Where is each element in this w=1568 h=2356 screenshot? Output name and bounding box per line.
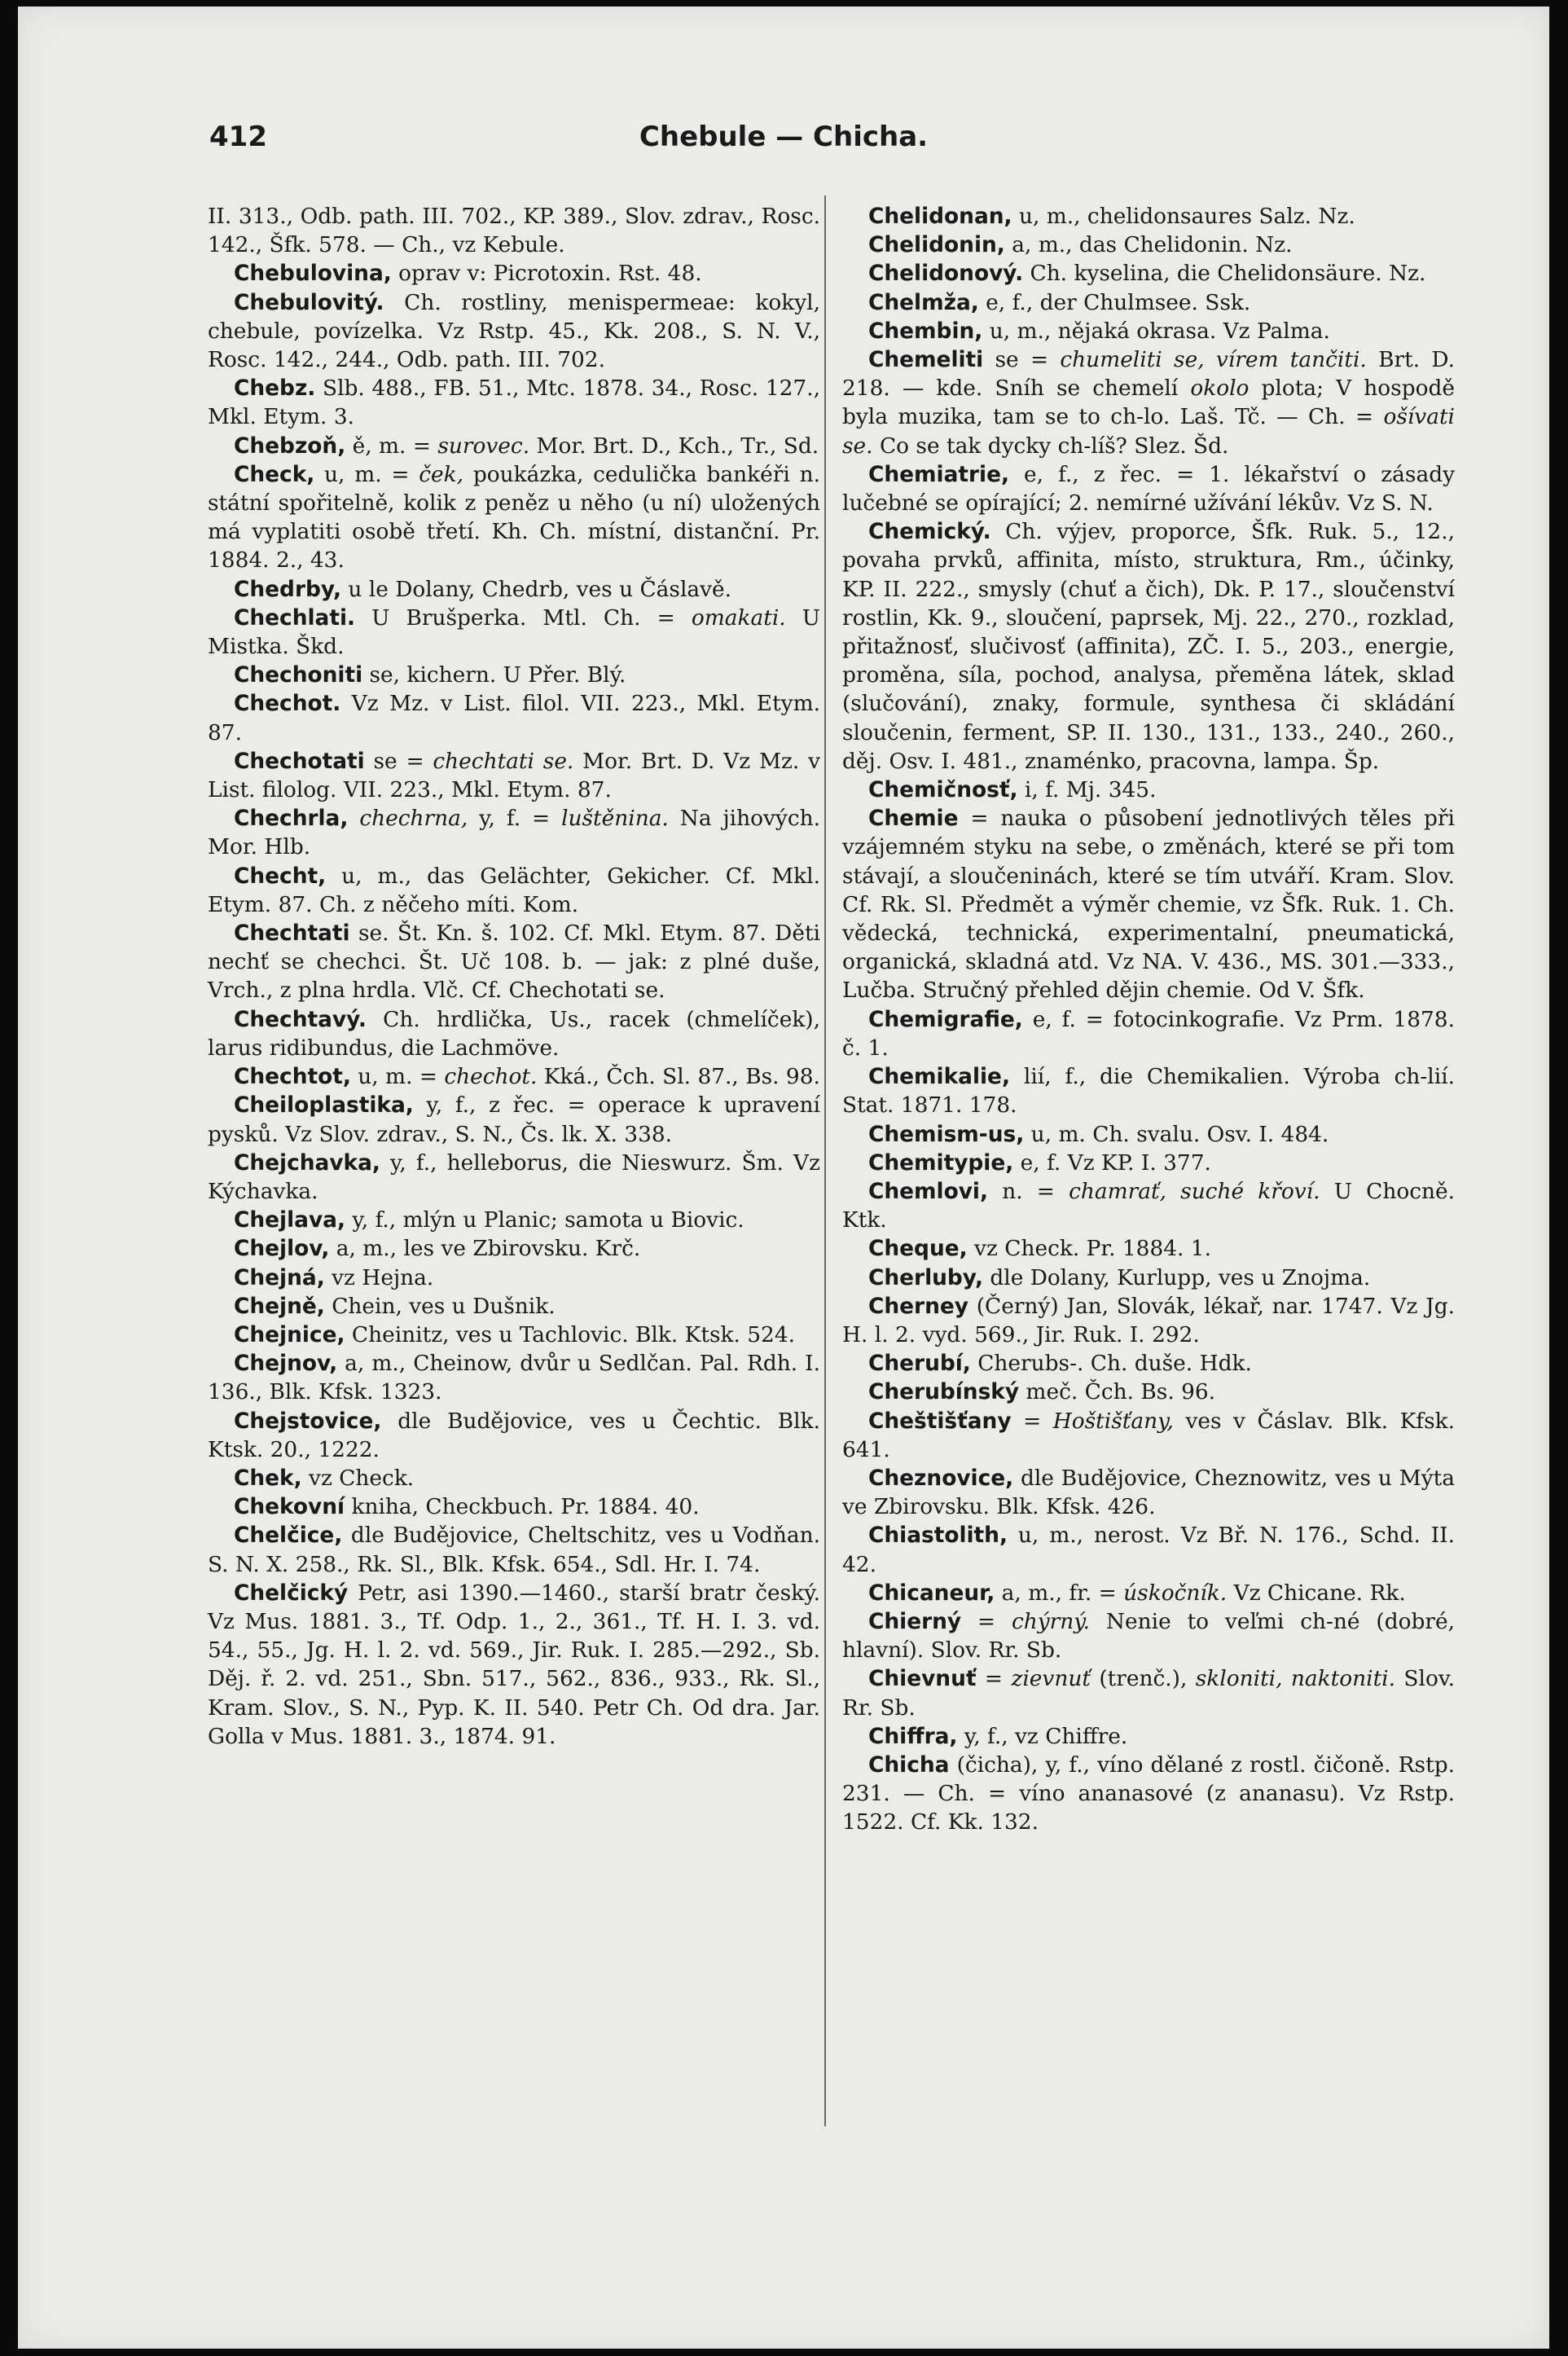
entry-text: Slb. 488., FB. 51., Mtc. 1878. 34., Rosc. 127., Mkl. Etym. 3. [208,376,820,430]
entry-text: y, f., vz Chiffre. [957,1723,1128,1749]
dictionary-entry [842,517,1455,776]
entry-text: Co se tak dycky ch-líš? Slez. Šd. [872,433,1229,459]
dictionary-entry [208,374,820,431]
entry-headword: Check, [234,461,315,487]
dictionary-entry [842,1062,1455,1119]
entry-text: Kká., Čch. Sl. 87., Bs. 98. [537,1064,820,1090]
dictionary-entry [208,1492,820,1521]
dictionary-entry [842,1005,1455,1062]
entry-italic: omakati. [691,604,786,631]
dictionary-entry [842,288,1455,317]
entry-headword: Chedrby, [234,576,342,602]
entry-text: = [976,1666,1012,1692]
entry-headword: Chechotati [234,748,365,774]
dictionary-entry [842,1292,1455,1349]
dictionary-entry [842,1149,1455,1177]
entry-text: Cherubs-. Ch. duše. Hdk. [970,1351,1252,1377]
entry-headword: Chebulovina, [234,261,392,287]
dictionary-entry [842,1264,1455,1292]
dictionary-entry [208,432,820,460]
dictionary-entry [208,1321,820,1349]
entry-headword: Chemlovi, [868,1178,989,1204]
dictionary-entry [842,259,1455,288]
entry-headword: Chechot. [234,691,341,717]
entry-text: meč. Čch. Bs. 96. [1019,1379,1216,1405]
entry-headword: Chemigrafie, [868,1006,1023,1032]
entry-headword: Checht, [234,863,327,889]
entry-headword: Chebz. [234,376,316,402]
entry-text: ě, m. = [345,433,438,459]
entry-headword: Chelidonin, [868,232,1005,258]
entry-headword: Chejnice, [234,1321,345,1347]
entry-headword: Chejně, [234,1293,325,1319]
page-header [18,121,1549,169]
dictionary-entry [208,1579,820,1751]
entry-text: u, m., nějaká okrasa. Vz Palma. [982,318,1330,344]
entry-text: y, f. = [468,806,562,832]
entry-headword: Chemitypie, [868,1149,1014,1176]
entry-text: (trenč.), [1090,1666,1196,1692]
entry-headword: Cherubí, [868,1351,971,1377]
entry-italic: okolo [1190,376,1250,402]
dictionary-entry [208,1521,820,1578]
dictionary-entry [208,862,820,919]
dictionary-entry [842,317,1455,345]
dictionary-entry [842,1407,1455,1464]
entry-headword: Chek, [234,1465,302,1491]
entry-text: vz Check. [301,1465,415,1491]
dictionary-entry [842,1664,1455,1721]
entry-text: e, f. = fotocinkografie. Vz Prm. 1878. č. 1. [842,1006,1455,1061]
entry-headword: Chechrla, [234,806,349,832]
dictionary-entry [208,689,820,746]
entry-headword: Cheznovice, [868,1465,1014,1491]
dictionary-entry [208,202,820,259]
entry-text: Cheinitz, ves u Tachlovic. Blk. Ktsk. 524. [345,1321,796,1347]
entry-headword: Chechtavý. [234,1006,367,1032]
entry-text: se = [364,748,433,774]
entry-headword: Chicaneur, [868,1580,995,1606]
entry-text: dle Budějovice, Cheznowitz, ves u Mýta ve Zbirovsku. Blk. Kfsk. 426. [842,1465,1455,1520]
entry-text: e, f., der Chulmsee. Ssk. [978,289,1251,315]
entry-text: Ch. kyselina, die Chelidonsäure. Nz. [1023,261,1426,287]
entry-headword: Chelčice, [234,1523,343,1549]
entry-italic: chechot. [444,1064,538,1090]
entry-headword: Chejlava, [234,1207,345,1233]
entry-headword: Chembin, [868,318,983,344]
entry-headword: Chemický. [868,519,991,545]
dictionary-entry [208,1292,820,1321]
dictionary-entry [208,259,820,288]
dictionary-entry [842,1120,1455,1149]
running-title: Chebule — Chicha. [639,121,929,153]
entry-text: y, f., helleborus, die Nieswurz. Šm. Vz Kýchavka. [208,1149,820,1204]
entry-italic: úskočník. [1123,1580,1228,1606]
entry-text: u, m., chelidonsaures Salz. Nz. [1012,204,1355,229]
dictionary-entry [208,604,820,661]
entry-headword: Chejnov, [234,1351,338,1377]
entry-text: Slov. Rr. Sb. [842,1666,1456,1721]
entry-text: Mor. Brt. D. Vz Mz. v List. filolog. VII. 223., Mkl. Etym. 87. [208,748,820,803]
entry-headword: Chievnuť [868,1666,977,1692]
entry-text: U Chocně. Ktk. [842,1178,1455,1233]
dictionary-entry [208,804,820,861]
entry-headword: Chejlov, [234,1236,330,1262]
dictionary-entry [842,1521,1455,1578]
entry-headword: Chechtati [234,921,350,947]
entry-text: = [1011,1408,1053,1434]
entry-text: Ch. výjev, proporce, Šfk. Ruk. 5., 12., povaha prvků, affinita, místo, struktura, Rm., účinky, KP. II. 222., smysly (chuť a čich), Dk. P. 17., sloučenství rostlin, Kk. 9., sloučení, paprsek, Mj. 22., 270., rozklad, přitažnosť, slučivosť (affinita), ZČ. I. 5., 203., energie, proměna, síla, pochod, analysa, přeměna látek, sklad (slučování), znaky, formule, synthesa či skládání sloučenin, ferment, SP. II. 130., 131., 133., 240., 260., děj. Osv. I. 481., znaménko, pracovna, lampa. Šp. [842,519,1455,774]
dictionary-entry [842,776,1455,804]
entry-italic: Hoštišťany, [1052,1408,1174,1434]
dictionary-entry [208,919,820,1005]
entry-italic: ošívati se. [842,404,1455,459]
entry-headword: Chemičnosť, [868,777,1018,803]
entry-text: Vz Chicane. Rk. [1227,1580,1406,1606]
entry-text: vz Check. Pr. 1884. 1. [967,1236,1211,1262]
dictionary-entry [842,202,1455,231]
entry-text: Petr, asi 1390.—1460., starší bratr český. Vz Mus. 1881. 3., Tf. Odp. 1., 2., 361., Tf. H. I. 3. vd. 54., 55., Jg. H. l. 2. vd. 569., Jir. Ruk. I. 285.—292., Sb. Děj. ř. 2. vd. 251., Sbn. 517., 562., 836., 933., Rk. Sl., Kram. Slov., S. N., Pyp. K. II. 540. Petr Ch. Od dra. Jar. Golla v Mus. 1881. 3., 1874. 91. [208,1580,820,1749]
entry-text: Na jihových. Mor. Hlb. [208,806,820,860]
dictionary-entry [208,1206,820,1234]
entry-text: Ch. hrdlička, Us., racek (chmelíček), larus ridibundus, die Lachmöve. [208,1006,820,1061]
entry-text: ves v Čáslav. Blk. Kfsk. 641. [842,1408,1455,1462]
entry-text: lií, f., die Chemikalien. Výroba ch-lií. Stat. 1871. 178. [842,1064,1455,1119]
entry-text: = [961,1608,1012,1634]
entry-text: a, m., fr. = [995,1580,1124,1606]
entry-headword: Cherluby, [868,1264,983,1290]
entry-text: oprav v: Picrotoxin. Rst. 48. [391,261,702,287]
entry-text: se = [983,347,1061,373]
dictionary-entry [208,1062,820,1091]
entry-text: Vz Mz. v List. filol. VII. 223., Mkl. Etym. 87. [208,691,820,745]
entry-headword: Cheštišťany [868,1408,1012,1434]
column-divider [824,196,826,2126]
entry-headword: Cheque, [868,1236,968,1262]
entry-italic: ček, [419,461,464,487]
entry-headword: Cherubínský [868,1379,1020,1405]
dictionary-entry [842,231,1455,259]
dictionary-entry [208,747,820,804]
entry-headword: Cherney [868,1293,968,1319]
dictionary-entry [842,1177,1455,1234]
entry-headword: Chebulovitý. [234,289,384,315]
entry-text: dle Budějovice, ves u Čechtic. Blk. Ktsk. 20., 1222. [208,1408,820,1462]
entry-text: u, m. = [350,1064,445,1090]
entry-text: Brt. D. 218. — kde. Sníh se chemelí [842,347,1455,402]
entry-text: U Mistka. Škd. [208,604,821,660]
entry-headword: Chemism-us, [868,1121,1025,1147]
entry-text: u, m. Ch. svalu. Osv. I. 484. [1024,1121,1329,1147]
entry-text: u, m. = [314,461,419,487]
entry-text: dle Dolany, Kurlupp, ves u Znojma. [982,1264,1371,1290]
entry-text: = nauka o působení jednotlivých těles při vzájemném styku na sebe, o změnách, které se při tom stávají, a sloučeninách, které se tím utváří. Kram. Slov. Cf. Rk. Sl. Předmět a výměr chemie, vz Šfk. Ruk. 1. Ch. vědecká, technická, experimentalní, pneumatická, organická, skladná atd. Vz NA. V. 436., MS. 301.—333., Lučba. Stručný přehled dějin chemie. Od V. Šfk. [842,806,1455,1004]
left-column [208,202,820,1751]
entry-text: u, m., nerost. Vz Bř. N. 176., Schd. II. 42. [842,1523,1455,1577]
dictionary-entry [208,1234,820,1263]
entry-headword: Chebzoň, [234,433,346,459]
entry-headword: Chicha [868,1752,950,1778]
dictionary-entry [842,1579,1455,1607]
dictionary-entry [842,1234,1455,1263]
dictionary-entry [208,1464,820,1492]
entry-italic: chýrný. [1011,1608,1091,1634]
entry-text: Ch. rostliny, menispermeae: kokyl, chebule, povízelka. Vz Rstp. 45., Kk. 208., S. N. V., Rosc. 142., 244., Odb. path. III. 702. [208,289,820,373]
entry-text: (čicha), y, f., víno dělané z rostl. čičoně. Rstp. 231. — Ch. = víno ananasové (z ananasu). Vz Rstp. 1522. Cf. Kk. 132. [842,1752,1455,1835]
entry-text: a, m., Cheinow, dvůr u Sedlčan. Pal. Rdh. I. 136., Blk. Kfsk. 1323. [208,1351,820,1405]
dictionary-entry [842,1607,1455,1664]
dictionary-entry [208,1005,820,1062]
entry-text: y, f., mlýn u Planic; samota u Biovic. [345,1207,744,1233]
entry-italic: chumeliti se, vírem tančiti. [1060,347,1367,373]
entry-text: n. = [988,1178,1069,1204]
dictionary-entry [208,1349,820,1406]
dictionary-entry [842,1722,1455,1751]
entry-text: e, f., z řec. = 1. lékařství o zásady lučebné se opírající; 2. nemírné užívání lékův. Vz S. N. [842,461,1455,516]
dictionary-entry [208,288,820,375]
entry-text: dle Budějovice, Cheltschitz, ves u Vodňan. S. N. X. 258., Rk. Sl., Blk. Kfsk. 654., Sdl. Hr. I. 74. [208,1523,820,1577]
entry-text: II. 313., Odb. path. III. 702., KP. 389., Slov. zdrav., Rosc. 142., Šfk. 578. — Ch., vz Kebule. [208,204,820,258]
dictionary-entry [208,661,820,689]
entry-text: poukázka, cedulička bankéři n. státní spořitelně, kolik z peněz u něho (u ní) uložených má vyplatiti osobě třetí. Kh. Ch. místní, distanční. Pr. 1884. 2., 43. [208,461,820,574]
dictionary-entry [208,575,820,604]
entry-headword: Chelmža, [868,289,979,315]
dictionary-entry [842,1349,1455,1378]
entry-headword: Chejstovice, [234,1408,382,1434]
dictionary-page [18,7,1549,2349]
entry-text: u, m., das Gelächter, Gekicher. Cf. Mkl. Etym. 87. Ch. z něčeho míti. Kom. [208,863,820,917]
entry-text: i, f. Mj. 345. [1017,777,1157,803]
entry-text: (Černý) Jan, Slovák, lékař, nar. 1747. Vz Jg. H. l. 2. vyd. 569., Jir. Ruk. I. 292. [842,1293,1455,1347]
entry-headword: Chemeliti [868,347,984,373]
page-number: 412 [209,121,267,153]
entry-headword: Chechtot, [234,1064,351,1090]
right-column [842,202,1455,1837]
entry-text: se. Št. Kn. š. 102. Cf. Mkl. Etym. 87. Děti nechť se chechci. Št. Uč 108. b. — jak: z plné duše, Vrch., z plna hrdla. Vlč. Cf. Chechotati se. [208,921,820,1004]
entry-text: Nenie to veľmi ch-né (dobré, hlavní). Slov. Rr. Sb. [842,1608,1455,1664]
dictionary-entry [208,460,820,575]
entry-headword: Chelidonový. [868,261,1024,287]
dictionary-entry [842,1464,1455,1521]
dictionary-entry [842,1751,1455,1837]
dictionary-entry [208,1149,820,1206]
entry-italic: chamrať, suché křoví. [1069,1178,1320,1204]
entry-italic: chechrna, [348,806,468,832]
entry-headword: Chiffra, [868,1723,958,1749]
entry-headword: Chelidonan, [868,204,1012,229]
entry-text: a, m., les ve Zbirovsku. Krč. [329,1236,641,1262]
dictionary-entry [208,1091,820,1148]
entry-text: a, m., das Chelidonin. Nz. [1004,232,1293,258]
dictionary-entry [842,345,1455,460]
entry-headword: Chejchavka, [234,1149,380,1176]
entry-italic: zievnuť [1011,1666,1091,1692]
dictionary-entry [842,460,1455,517]
entry-text: U Brušperka. Mtl. Ch. = [355,604,692,631]
entry-italic: luštěnina. [561,806,669,832]
entry-headword: Chiastolith, [868,1523,1008,1549]
entry-text: u le Dolany, Chedrb, ves u Čáslavě. [341,576,732,602]
entry-text: e, f. Vz KP. I. 377. [1013,1149,1211,1176]
entry-text: Chein, ves u Dušnik. [324,1293,556,1319]
entry-headword: Chechlati. [234,604,356,631]
entry-italic: surovec. [437,433,530,459]
entry-headword: Chelčický [234,1580,349,1606]
entry-text: Mor. Brt. D., Kch., Tr., Sd. [529,433,819,459]
entry-italic: chechtati se. [433,748,574,774]
dictionary-entry [842,804,1455,1004]
entry-headword: Chemiatrie, [868,461,1010,487]
entry-text: plota; V hospodě byla muzika, tam se to ch-lo. Laš. Tč. — Ch. = [842,376,1455,430]
entry-text: y, f., z řec. = operace k upravení pysků. Vz Slov. zdrav., S. N., Čs. lk. X. 338. [208,1092,820,1147]
entry-headword: Chejná, [234,1264,325,1290]
dictionary-entry [842,1378,1455,1406]
entry-text: kniha, Checkbuch. Pr. 1884. 40. [345,1494,700,1520]
entry-headword: Chemie [868,806,959,832]
dictionary-entry [208,1264,820,1292]
entry-text: vz Hejna. [324,1264,434,1290]
entry-headword: Cheiloplastika, [234,1092,414,1119]
entry-headword: Chekovní [234,1494,345,1520]
entry-headword: Chemikalie, [868,1064,1010,1090]
entry-text: se, kichern. U Přer. Blý. [362,662,626,688]
entry-headword: Chechoniti [234,662,363,688]
entry-headword: Chierný [868,1608,962,1634]
entry-italic: skloniti, naktoniti. [1195,1666,1396,1692]
dictionary-entry [208,1407,820,1464]
